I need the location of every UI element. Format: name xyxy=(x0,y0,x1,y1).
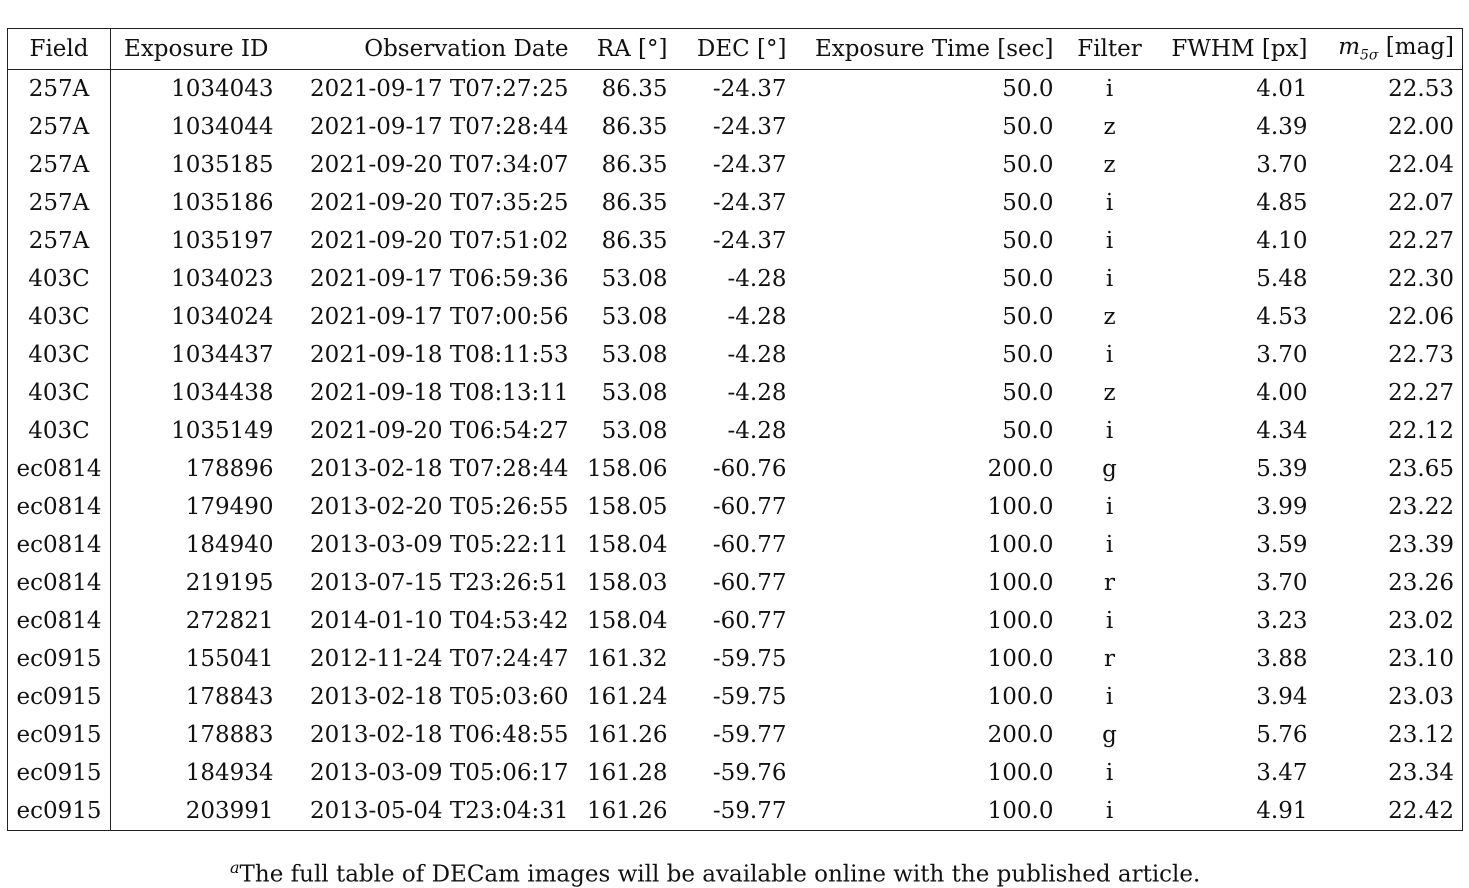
cell-field: 257A xyxy=(8,146,111,184)
cell-observation-date: 2013-03-09 T05:06:17 xyxy=(309,760,569,786)
cell-exposure-id: 1034044 xyxy=(171,114,274,140)
cell-dec: -60.77 xyxy=(712,608,787,634)
cell-m5sigma: 22.27 xyxy=(1316,374,1463,412)
cell-fwhm: 4.10 xyxy=(1256,228,1308,254)
header-m5-unit: [mag] xyxy=(1378,34,1454,61)
table-row xyxy=(8,222,1463,260)
cell-m5sigma: 23.34 xyxy=(1316,754,1463,792)
table-row xyxy=(8,602,1463,640)
cell-exposure-time: 50.0 xyxy=(1002,418,1054,444)
cell-field: ec0814 xyxy=(8,602,111,640)
cell-field: ec0814 xyxy=(8,526,111,564)
cell-ra: 158.04 xyxy=(587,608,668,634)
header-filter: Filter xyxy=(1077,36,1142,62)
cell-field: ec0915 xyxy=(8,792,111,831)
cell-observation-date: 2021-09-17 T07:27:25 xyxy=(309,76,569,102)
cell-filter: i xyxy=(1105,494,1114,520)
cell-ra: 158.04 xyxy=(587,532,668,558)
cell-observation-date: 2014-01-10 T04:53:42 xyxy=(309,608,569,634)
cell-exposure-id: 1035185 xyxy=(171,152,274,178)
header-row xyxy=(8,29,1463,70)
table-row xyxy=(8,70,1463,109)
cell-observation-date: 2021-09-18 T08:13:11 xyxy=(309,380,569,406)
cell-filter: g xyxy=(1102,456,1117,482)
cell-ra: 158.06 xyxy=(587,456,668,482)
cell-exposure-time: 100.0 xyxy=(987,684,1054,710)
cell-observation-date: 2021-09-20 T07:51:02 xyxy=(309,228,569,254)
cell-observation-date: 2021-09-17 T07:28:44 xyxy=(309,114,569,140)
cell-m5sigma: 22.12 xyxy=(1316,412,1463,450)
cell-exposure-id: 1034043 xyxy=(171,76,274,102)
cell-ra: 86.35 xyxy=(601,228,668,254)
cell-exposure-time: 100.0 xyxy=(987,570,1054,596)
cell-dec: -4.28 xyxy=(727,380,787,406)
cell-ra: 158.05 xyxy=(587,494,668,520)
header-exposure-time: Exposure Time [sec] xyxy=(814,36,1054,62)
cell-fwhm: 3.70 xyxy=(1256,570,1308,596)
cell-exposure-time: 50.0 xyxy=(1002,380,1054,406)
table-row xyxy=(8,298,1463,336)
table-row xyxy=(8,754,1463,792)
cell-dec: -24.37 xyxy=(712,76,787,102)
cell-exposure-time: 50.0 xyxy=(1002,114,1054,140)
cell-fwhm: 3.94 xyxy=(1256,684,1308,710)
cell-fwhm: 5.39 xyxy=(1256,456,1308,482)
cell-ra: 53.08 xyxy=(601,266,668,292)
cell-exposure-id: 1035197 xyxy=(171,228,274,254)
cell-field: ec0915 xyxy=(8,754,111,792)
cell-fwhm: 5.48 xyxy=(1256,266,1308,292)
table-row xyxy=(8,564,1463,602)
cell-exposure-id: 219195 xyxy=(185,570,274,596)
cell-fwhm: 3.70 xyxy=(1256,152,1308,178)
cell-fwhm: 3.59 xyxy=(1256,532,1308,558)
cell-ra: 161.28 xyxy=(587,760,668,786)
cell-observation-date: 2013-02-18 T05:03:60 xyxy=(309,684,569,710)
cell-m5sigma: 22.06 xyxy=(1316,298,1463,336)
cell-dec: -60.77 xyxy=(712,570,787,596)
cell-observation-date: 2013-03-09 T05:22:11 xyxy=(309,532,569,558)
cell-exposure-time: 100.0 xyxy=(987,494,1054,520)
cell-exposure-id: 184934 xyxy=(185,760,274,786)
observation-table xyxy=(7,28,1463,831)
cell-exposure-id: 1035186 xyxy=(171,190,274,216)
cell-exposure-time: 100.0 xyxy=(987,798,1054,824)
cell-exposure-time: 100.0 xyxy=(987,760,1054,786)
cell-filter: i xyxy=(1105,684,1114,710)
cell-exposure-id: 1034023 xyxy=(171,266,274,292)
cell-filter: g xyxy=(1102,722,1117,748)
cell-m5sigma: 23.03 xyxy=(1316,678,1463,716)
cell-ra: 86.35 xyxy=(601,190,668,216)
cell-filter: i xyxy=(1105,760,1114,786)
cell-field: 257A xyxy=(8,70,111,109)
cell-filter: r xyxy=(1104,570,1115,596)
cell-fwhm: 5.76 xyxy=(1256,722,1308,748)
cell-ra: 161.24 xyxy=(587,684,668,710)
header-m5sigma xyxy=(1316,29,1463,70)
cell-m5sigma: 23.22 xyxy=(1316,488,1463,526)
cell-observation-date: 2013-02-20 T05:26:55 xyxy=(309,494,569,520)
cell-exposure-time: 50.0 xyxy=(1002,342,1054,368)
cell-ra: 53.08 xyxy=(601,380,668,406)
cell-ra: 53.08 xyxy=(601,304,668,330)
cell-exposure-id: 155041 xyxy=(185,646,274,672)
cell-m5sigma: 22.53 xyxy=(1316,70,1463,109)
cell-fwhm: 3.70 xyxy=(1256,342,1308,368)
cell-exposure-id: 203991 xyxy=(185,798,274,824)
table-row xyxy=(8,374,1463,412)
cell-exposure-id: 178883 xyxy=(185,722,274,748)
cell-dec: -59.76 xyxy=(712,760,787,786)
table-row xyxy=(8,792,1463,831)
cell-filter: r xyxy=(1104,646,1115,672)
cell-m5sigma: 22.73 xyxy=(1316,336,1463,374)
table-row xyxy=(8,412,1463,450)
cell-m5sigma: 22.30 xyxy=(1316,260,1463,298)
cell-dec: -4.28 xyxy=(727,418,787,444)
cell-exposure-time: 50.0 xyxy=(1002,76,1054,102)
cell-field: ec0915 xyxy=(8,640,111,678)
header-ra: RA [°] xyxy=(596,36,668,62)
cell-m5sigma: 22.04 xyxy=(1316,146,1463,184)
header-field: Field xyxy=(8,29,111,70)
cell-dec: -60.77 xyxy=(712,532,787,558)
cell-field: 257A xyxy=(8,184,111,222)
cell-ra: 161.26 xyxy=(587,722,668,748)
cell-filter: i xyxy=(1105,76,1114,102)
cell-observation-date: 2012-11-24 T07:24:47 xyxy=(309,646,569,672)
cell-fwhm: 4.53 xyxy=(1256,304,1308,330)
cell-exposure-time: 50.0 xyxy=(1002,190,1054,216)
cell-filter: z xyxy=(1103,380,1116,406)
cell-fwhm: 4.01 xyxy=(1256,76,1308,102)
cell-exposure-id: 1034438 xyxy=(171,380,274,406)
cell-exposure-id: 178843 xyxy=(185,684,274,710)
table-row xyxy=(8,260,1463,298)
cell-exposure-time: 50.0 xyxy=(1002,266,1054,292)
cell-dec: -24.37 xyxy=(712,152,787,178)
cell-observation-date: 2013-02-18 T06:48:55 xyxy=(309,722,569,748)
cell-field: 403C xyxy=(8,374,111,412)
cell-ra: 161.32 xyxy=(587,646,668,672)
cell-filter: z xyxy=(1103,304,1116,330)
cell-exposure-time: 100.0 xyxy=(987,646,1054,672)
cell-m5sigma: 23.26 xyxy=(1316,564,1463,602)
cell-exposure-time: 200.0 xyxy=(987,722,1054,748)
cell-field: 403C xyxy=(8,260,111,298)
cell-ra: 161.26 xyxy=(587,798,668,824)
cell-fwhm: 3.23 xyxy=(1256,608,1308,634)
cell-m5sigma: 23.65 xyxy=(1316,450,1463,488)
cell-dec: -24.37 xyxy=(712,228,787,254)
cell-exposure-time: 100.0 xyxy=(987,608,1054,634)
cell-m5sigma: 23.02 xyxy=(1316,602,1463,640)
cell-exposure-time: 50.0 xyxy=(1002,228,1054,254)
cell-exposure-id: 1034024 xyxy=(171,304,274,330)
cell-ra: 86.35 xyxy=(601,152,668,178)
cell-dec: -60.77 xyxy=(712,494,787,520)
cell-fwhm: 3.99 xyxy=(1256,494,1308,520)
cell-observation-date: 2021-09-17 T06:59:36 xyxy=(309,266,569,292)
cell-fwhm: 3.47 xyxy=(1256,760,1308,786)
cell-filter: i xyxy=(1105,190,1114,216)
cell-filter: z xyxy=(1103,152,1116,178)
cell-exposure-time: 100.0 xyxy=(987,532,1054,558)
header-m5-subscript: 5σ xyxy=(1360,47,1379,64)
cell-m5sigma: 23.39 xyxy=(1316,526,1463,564)
cell-observation-date: 2021-09-17 T07:00:56 xyxy=(309,304,569,330)
cell-exposure-time: 50.0 xyxy=(1002,152,1054,178)
cell-m5sigma: 22.07 xyxy=(1316,184,1463,222)
cell-ra: 53.08 xyxy=(601,342,668,368)
cell-exposure-id: 1035149 xyxy=(171,418,274,444)
cell-dec: -4.28 xyxy=(727,304,787,330)
cell-fwhm: 4.00 xyxy=(1256,380,1308,406)
cell-ra: 86.35 xyxy=(601,76,668,102)
cell-exposure-id: 179490 xyxy=(185,494,274,520)
table-row xyxy=(8,488,1463,526)
cell-filter: i xyxy=(1105,532,1114,558)
cell-field: ec0915 xyxy=(8,678,111,716)
cell-filter: z xyxy=(1103,114,1116,140)
cell-dec: -59.75 xyxy=(712,646,787,672)
cell-exposure-id: 184940 xyxy=(185,532,274,558)
cell-field: 257A xyxy=(8,222,111,260)
table-row xyxy=(8,716,1463,754)
cell-fwhm: 3.88 xyxy=(1256,646,1308,672)
table-row xyxy=(8,108,1463,146)
table-row xyxy=(8,184,1463,222)
cell-fwhm: 4.39 xyxy=(1256,114,1308,140)
cell-dec: -24.37 xyxy=(712,114,787,140)
cell-filter: i xyxy=(1105,418,1114,444)
cell-observation-date: 2013-07-15 T23:26:51 xyxy=(309,570,569,596)
cell-observation-date: 2013-05-04 T23:04:31 xyxy=(309,798,569,824)
header-m5-symbol: m xyxy=(1338,34,1361,61)
cell-m5sigma: 22.00 xyxy=(1316,108,1463,146)
cell-field: 403C xyxy=(8,298,111,336)
table-body xyxy=(8,70,1463,831)
cell-field: 403C xyxy=(8,336,111,374)
cell-ra: 158.03 xyxy=(587,570,668,596)
table-row xyxy=(8,526,1463,564)
cell-exposure-time: 200.0 xyxy=(987,456,1054,482)
header-exposure-id: Exposure ID xyxy=(124,36,269,62)
cell-observation-date: 2021-09-20 T07:35:25 xyxy=(309,190,569,216)
table-row xyxy=(8,678,1463,716)
cell-field: ec0915 xyxy=(8,716,111,754)
cell-field: ec0814 xyxy=(8,450,111,488)
observation-table-container xyxy=(7,28,1462,831)
cell-filter: i xyxy=(1105,342,1114,368)
cell-exposure-time: 50.0 xyxy=(1002,304,1054,330)
cell-dec: -4.28 xyxy=(727,266,787,292)
cell-field: 403C xyxy=(8,412,111,450)
cell-m5sigma: 23.12 xyxy=(1316,716,1463,754)
cell-fwhm: 4.34 xyxy=(1256,418,1308,444)
cell-fwhm: 4.91 xyxy=(1256,798,1308,824)
cell-observation-date: 2021-09-20 T07:34:07 xyxy=(309,152,569,178)
header-observation-date: Observation Date xyxy=(364,36,569,62)
cell-dec: -59.77 xyxy=(712,798,787,824)
cell-m5sigma: 22.42 xyxy=(1316,792,1463,831)
cell-filter: i xyxy=(1105,798,1114,824)
table-row xyxy=(8,450,1463,488)
table-footnote xyxy=(230,858,1200,888)
cell-dec: -4.28 xyxy=(727,342,787,368)
cell-ra: 86.35 xyxy=(601,114,668,140)
cell-filter: i xyxy=(1105,266,1114,292)
header-dec: DEC [°] xyxy=(696,36,787,62)
cell-fwhm: 4.85 xyxy=(1256,190,1308,216)
cell-m5sigma: 23.10 xyxy=(1316,640,1463,678)
cell-field: ec0814 xyxy=(8,564,111,602)
cell-ra: 53.08 xyxy=(601,418,668,444)
cell-observation-date: 2021-09-18 T08:11:53 xyxy=(309,342,569,368)
cell-filter: i xyxy=(1105,608,1114,634)
cell-m5sigma: 22.27 xyxy=(1316,222,1463,260)
cell-dec: -60.76 xyxy=(712,456,787,482)
cell-observation-date: 2021-09-20 T06:54:27 xyxy=(309,418,569,444)
cell-dec: -59.77 xyxy=(712,722,787,748)
footnote-text: The full table of DECam images will be available online with the published article. xyxy=(239,861,1201,888)
cell-dec: -24.37 xyxy=(712,190,787,216)
table-row xyxy=(8,146,1463,184)
table-row xyxy=(8,336,1463,374)
cell-exposure-id: 272821 xyxy=(185,608,274,634)
cell-field: 257A xyxy=(8,108,111,146)
footnote-marker: a xyxy=(230,858,240,877)
cell-exposure-id: 178896 xyxy=(185,456,274,482)
cell-field: ec0814 xyxy=(8,488,111,526)
cell-exposure-id: 1034437 xyxy=(171,342,274,368)
cell-dec: -59.75 xyxy=(712,684,787,710)
cell-filter: i xyxy=(1105,228,1114,254)
header-fwhm: FWHM [px] xyxy=(1171,36,1308,62)
table-row xyxy=(8,640,1463,678)
cell-observation-date: 2013-02-18 T07:28:44 xyxy=(309,456,569,482)
